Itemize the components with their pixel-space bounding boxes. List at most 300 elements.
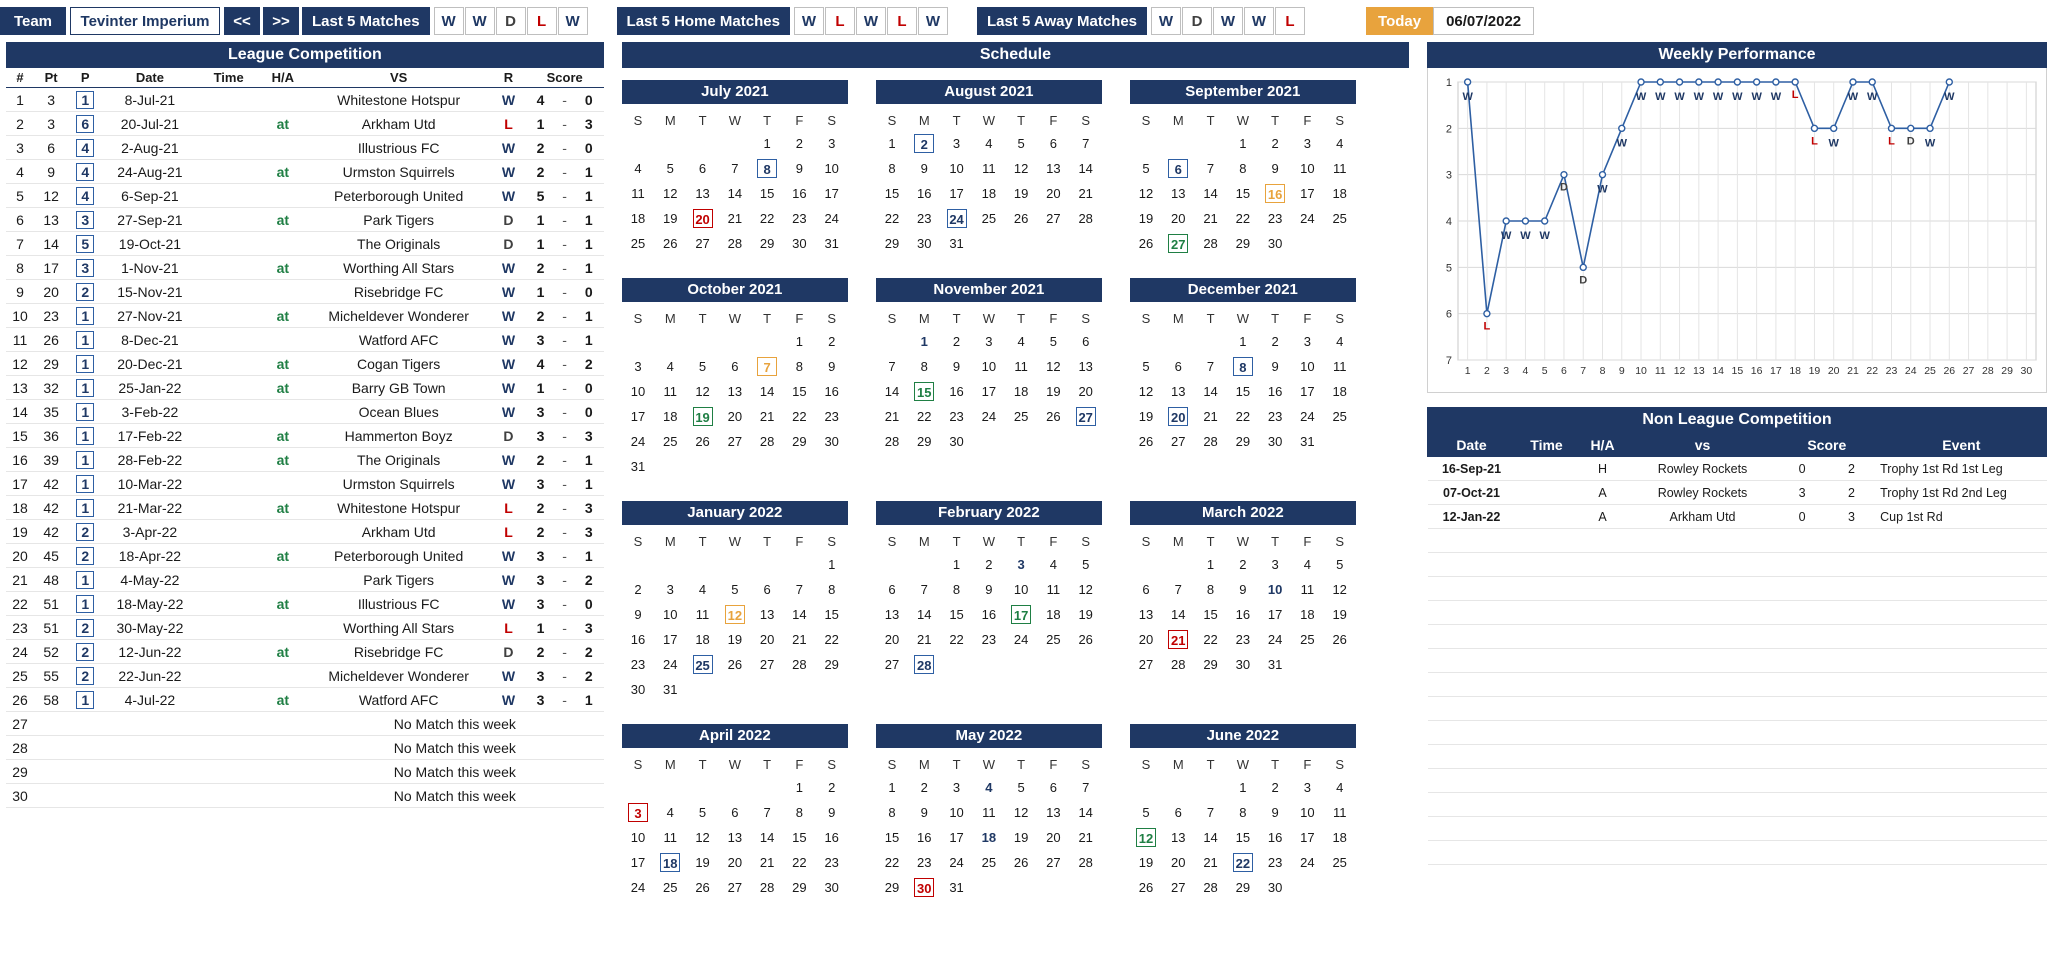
calendar-day-cell[interactable] (1291, 850, 1323, 875)
calendar-day-cell[interactable] (686, 627, 718, 652)
calendar-day-cell[interactable] (719, 231, 751, 256)
calendar-day-cell[interactable] (783, 231, 815, 256)
calendar-day-cell[interactable] (622, 231, 654, 256)
calendar-day-cell[interactable] (1227, 429, 1259, 454)
calendar-day-cell[interactable] (1005, 329, 1037, 354)
calendar-day-cell[interactable] (622, 206, 654, 231)
calendar-day-cell[interactable] (1005, 206, 1037, 231)
calendar-day-cell[interactable] (1324, 800, 1356, 825)
calendar-day-cell[interactable] (1194, 800, 1226, 825)
calendar-day-cell[interactable] (751, 577, 783, 602)
calendar-day-cell[interactable] (1130, 231, 1162, 256)
table-row-empty[interactable] (1428, 577, 2047, 601)
calendar-day-cell[interactable] (1037, 131, 1069, 156)
table-row[interactable] (6, 496, 604, 520)
calendar-day-cell[interactable] (1005, 131, 1037, 156)
calendar-day-cell[interactable] (1037, 850, 1069, 875)
table-row[interactable] (6, 736, 604, 760)
calendar-day-cell[interactable] (908, 156, 940, 181)
calendar-day-cell[interactable] (783, 825, 815, 850)
calendar-day-cell[interactable] (940, 825, 972, 850)
calendar-day-cell[interactable] (1070, 329, 1102, 354)
calendar-day-cell[interactable] (1291, 800, 1323, 825)
table-row[interactable] (6, 256, 604, 280)
calendar-day-cell[interactable] (816, 775, 848, 800)
calendar-day-cell[interactable] (1070, 577, 1102, 602)
calendar-day-cell[interactable] (1130, 800, 1162, 825)
calendar-day-cell[interactable] (1005, 627, 1037, 652)
calendar-day-cell[interactable] (1070, 825, 1102, 850)
calendar-day-cell[interactable] (783, 156, 815, 181)
calendar-day-cell[interactable] (816, 875, 848, 900)
calendar-day-cell[interactable] (908, 775, 940, 800)
calendar-day-cell[interactable] (1227, 775, 1259, 800)
calendar-day-cell[interactable] (908, 231, 940, 256)
calendar-day-cell[interactable] (1162, 850, 1194, 875)
calendar-day-cell[interactable] (1194, 231, 1226, 256)
calendar-day-cell[interactable] (908, 875, 940, 900)
calendar-day-cell[interactable] (719, 206, 751, 231)
calendar-day-cell[interactable] (1130, 156, 1162, 181)
calendar-day-cell[interactable] (1324, 131, 1356, 156)
calendar-day-cell[interactable] (686, 181, 718, 206)
calendar-day-cell[interactable] (816, 577, 848, 602)
calendar-day-cell[interactable] (1291, 379, 1323, 404)
calendar-day-cell[interactable] (816, 429, 848, 454)
calendar-day-cell[interactable] (1259, 775, 1291, 800)
calendar-day-cell[interactable] (686, 875, 718, 900)
calendar-day-cell[interactable] (1162, 156, 1194, 181)
calendar-day-cell[interactable] (1194, 875, 1226, 900)
calendar-day-cell[interactable] (1070, 181, 1102, 206)
calendar-day-cell[interactable] (719, 379, 751, 404)
calendar-day-cell[interactable] (1070, 404, 1102, 429)
calendar-day-cell[interactable] (1227, 652, 1259, 677)
calendar-day-cell[interactable] (1291, 131, 1323, 156)
calendar-day-cell[interactable] (1291, 552, 1323, 577)
calendar-day-cell[interactable] (783, 850, 815, 875)
calendar-day-cell[interactable] (1291, 354, 1323, 379)
calendar-day-cell[interactable] (1162, 627, 1194, 652)
calendar-day-cell[interactable] (686, 404, 718, 429)
calendar-day-cell[interactable] (622, 454, 654, 479)
calendar-day-cell[interactable] (751, 156, 783, 181)
calendar-day-cell[interactable] (783, 652, 815, 677)
table-row[interactable] (6, 640, 604, 664)
calendar-day-cell[interactable] (1227, 825, 1259, 850)
calendar-day-cell[interactable] (908, 577, 940, 602)
calendar-day-cell[interactable] (816, 156, 848, 181)
calendar-day-cell[interactable] (1037, 181, 1069, 206)
calendar-day-cell[interactable] (622, 850, 654, 875)
calendar-day-cell[interactable] (1070, 156, 1102, 181)
previous-team-button[interactable]: << (224, 7, 260, 35)
calendar-day-cell[interactable] (1259, 800, 1291, 825)
table-row-empty[interactable] (1428, 817, 2047, 841)
table-row-empty[interactable] (1428, 769, 2047, 793)
calendar-day-cell[interactable] (622, 354, 654, 379)
calendar-day-cell[interactable] (973, 354, 1005, 379)
calendar-day-cell[interactable] (1324, 379, 1356, 404)
table-row[interactable] (6, 352, 604, 376)
calendar-day-cell[interactable] (876, 379, 908, 404)
table-row[interactable] (6, 136, 604, 160)
calendar-day-cell[interactable] (1194, 850, 1226, 875)
calendar-day-cell[interactable] (751, 875, 783, 900)
calendar-day-cell[interactable] (1130, 652, 1162, 677)
table-row-empty[interactable] (1428, 673, 2047, 697)
calendar-day-cell[interactable] (654, 825, 686, 850)
calendar-day-cell[interactable] (816, 825, 848, 850)
table-row-empty[interactable] (1428, 841, 2047, 865)
calendar-day-cell[interactable] (1324, 206, 1356, 231)
calendar-day-cell[interactable] (1037, 379, 1069, 404)
calendar-day-cell[interactable] (686, 850, 718, 875)
calendar-day-cell[interactable] (908, 825, 940, 850)
calendar-day-cell[interactable] (1259, 552, 1291, 577)
calendar-day-cell[interactable] (1162, 231, 1194, 256)
calendar-day-cell[interactable] (1130, 379, 1162, 404)
calendar-day-cell[interactable] (751, 429, 783, 454)
calendar-day-cell[interactable] (1259, 181, 1291, 206)
calendar-day-cell[interactable] (1194, 429, 1226, 454)
calendar-day-cell[interactable] (1324, 552, 1356, 577)
calendar-day-cell[interactable] (1162, 825, 1194, 850)
calendar-day-cell[interactable] (816, 800, 848, 825)
calendar-day-cell[interactable] (1324, 329, 1356, 354)
calendar-day-cell[interactable] (686, 354, 718, 379)
table-row[interactable] (6, 184, 604, 208)
calendar-day-cell[interactable] (1194, 825, 1226, 850)
table-row[interactable] (6, 544, 604, 568)
table-row[interactable] (6, 568, 604, 592)
calendar-day-cell[interactable] (622, 156, 654, 181)
calendar-day-cell[interactable] (1291, 329, 1323, 354)
table-row-empty[interactable] (1428, 625, 2047, 649)
calendar-day-cell[interactable] (1005, 850, 1037, 875)
calendar-day-cell[interactable] (1194, 602, 1226, 627)
calendar-day-cell[interactable] (1291, 206, 1323, 231)
calendar-day-cell[interactable] (1037, 825, 1069, 850)
calendar-day-cell[interactable] (1070, 602, 1102, 627)
calendar-day-cell[interactable] (686, 231, 718, 256)
calendar-day-cell[interactable] (816, 602, 848, 627)
calendar-day-cell[interactable] (973, 627, 1005, 652)
calendar-day-cell[interactable] (908, 404, 940, 429)
calendar-day-cell[interactable] (973, 156, 1005, 181)
calendar-day-cell[interactable] (1227, 875, 1259, 900)
table-row[interactable] (6, 592, 604, 616)
calendar-day-cell[interactable] (876, 404, 908, 429)
calendar-day-cell[interactable] (940, 875, 972, 900)
table-row[interactable] (6, 760, 604, 784)
calendar-day-cell[interactable] (751, 404, 783, 429)
calendar-day-cell[interactable] (940, 379, 972, 404)
calendar-day-cell[interactable] (1227, 206, 1259, 231)
calendar-day-cell[interactable] (816, 354, 848, 379)
calendar-day-cell[interactable] (686, 800, 718, 825)
table-row-empty[interactable] (1428, 721, 2047, 745)
calendar-day-cell[interactable] (1130, 627, 1162, 652)
calendar-day-cell[interactable] (1291, 577, 1323, 602)
calendar-day-cell[interactable] (1005, 800, 1037, 825)
calendar-day-cell[interactable] (1291, 602, 1323, 627)
table-row[interactable] (6, 400, 604, 424)
calendar-day-cell[interactable] (1162, 875, 1194, 900)
calendar-day-cell[interactable] (1130, 404, 1162, 429)
calendar-day-cell[interactable] (1070, 800, 1102, 825)
team-selector[interactable]: Tevinter Imperium (70, 7, 220, 35)
calendar-day-cell[interactable] (686, 206, 718, 231)
calendar-day-cell[interactable] (1324, 354, 1356, 379)
calendar-day-cell[interactable] (1162, 652, 1194, 677)
calendar-day-cell[interactable] (1194, 577, 1226, 602)
calendar-day-cell[interactable] (1324, 775, 1356, 800)
calendar-day-cell[interactable] (751, 131, 783, 156)
calendar-day-cell[interactable] (654, 677, 686, 702)
calendar-day-cell[interactable] (751, 602, 783, 627)
calendar-day-cell[interactable] (783, 181, 815, 206)
table-row[interactable] (6, 376, 604, 400)
calendar-day-cell[interactable] (876, 627, 908, 652)
calendar-day-cell[interactable] (1130, 825, 1162, 850)
calendar-day-cell[interactable] (940, 181, 972, 206)
calendar-day-cell[interactable] (1005, 181, 1037, 206)
calendar-day-cell[interactable] (876, 429, 908, 454)
table-row[interactable] (6, 328, 604, 352)
calendar-day-cell[interactable] (1194, 404, 1226, 429)
calendar-day-cell[interactable] (816, 329, 848, 354)
calendar-day-cell[interactable] (876, 156, 908, 181)
calendar-day-cell[interactable] (719, 354, 751, 379)
calendar-day-cell[interactable] (622, 602, 654, 627)
calendar-day-cell[interactable] (654, 379, 686, 404)
calendar-day-cell[interactable] (816, 627, 848, 652)
calendar-day-cell[interactable] (908, 329, 940, 354)
calendar-day-cell[interactable] (686, 602, 718, 627)
calendar-day-cell[interactable] (1162, 602, 1194, 627)
calendar-day-cell[interactable] (908, 181, 940, 206)
calendar-day-cell[interactable] (751, 627, 783, 652)
calendar-day-cell[interactable] (1037, 354, 1069, 379)
calendar-day-cell[interactable] (908, 602, 940, 627)
calendar-day-cell[interactable] (719, 875, 751, 900)
calendar-day-cell[interactable] (719, 825, 751, 850)
calendar-day-cell[interactable] (1227, 627, 1259, 652)
calendar-day-cell[interactable] (1070, 206, 1102, 231)
calendar-day-cell[interactable] (1005, 775, 1037, 800)
calendar-day-cell[interactable] (719, 850, 751, 875)
calendar-day-cell[interactable] (940, 231, 972, 256)
calendar-day-cell[interactable] (1259, 231, 1291, 256)
calendar-day-cell[interactable] (1070, 379, 1102, 404)
calendar-day-cell[interactable] (908, 800, 940, 825)
calendar-day-cell[interactable] (654, 875, 686, 900)
calendar-day-cell[interactable] (1227, 602, 1259, 627)
calendar-day-cell[interactable] (876, 354, 908, 379)
calendar-day-cell[interactable] (1037, 627, 1069, 652)
calendar-day-cell[interactable] (783, 354, 815, 379)
table-row[interactable] (6, 88, 604, 112)
calendar-day-cell[interactable] (876, 775, 908, 800)
calendar-day-cell[interactable] (1227, 329, 1259, 354)
calendar-day-cell[interactable] (686, 825, 718, 850)
calendar-day-cell[interactable] (1194, 181, 1226, 206)
calendar-day-cell[interactable] (973, 825, 1005, 850)
calendar-day-cell[interactable] (1324, 825, 1356, 850)
calendar-day-cell[interactable] (1037, 602, 1069, 627)
calendar-day-cell[interactable] (908, 429, 940, 454)
calendar-day-cell[interactable] (783, 404, 815, 429)
calendar-day-cell[interactable] (1037, 404, 1069, 429)
calendar-day-cell[interactable] (1194, 354, 1226, 379)
calendar-day-cell[interactable] (783, 627, 815, 652)
calendar-day-cell[interactable] (1130, 875, 1162, 900)
table-row[interactable] (6, 208, 604, 232)
calendar-day-cell[interactable] (816, 404, 848, 429)
calendar-day-cell[interactable] (1259, 206, 1291, 231)
calendar-day-cell[interactable] (940, 850, 972, 875)
calendar-day-cell[interactable] (751, 231, 783, 256)
calendar-day-cell[interactable] (1162, 354, 1194, 379)
table-row[interactable] (6, 304, 604, 328)
calendar-day-cell[interactable] (1005, 379, 1037, 404)
calendar-day-cell[interactable] (654, 156, 686, 181)
calendar-day-cell[interactable] (1324, 627, 1356, 652)
table-row[interactable] (6, 688, 604, 712)
calendar-day-cell[interactable] (973, 404, 1005, 429)
calendar-day-cell[interactable] (783, 206, 815, 231)
calendar-day-cell[interactable] (719, 577, 751, 602)
calendar-day-cell[interactable] (940, 800, 972, 825)
calendar-day-cell[interactable] (1227, 850, 1259, 875)
calendar-day-cell[interactable] (654, 627, 686, 652)
calendar-day-cell[interactable] (1194, 652, 1226, 677)
calendar-day-cell[interactable] (1130, 181, 1162, 206)
calendar-day-cell[interactable] (783, 379, 815, 404)
calendar-day-cell[interactable] (783, 800, 815, 825)
calendar-day-cell[interactable] (719, 652, 751, 677)
calendar-day-cell[interactable] (1227, 131, 1259, 156)
calendar-day-cell[interactable] (940, 404, 972, 429)
calendar-day-cell[interactable] (973, 850, 1005, 875)
table-row[interactable] (6, 616, 604, 640)
calendar-day-cell[interactable] (719, 627, 751, 652)
calendar-day-cell[interactable] (876, 577, 908, 602)
calendar-day-cell[interactable] (622, 825, 654, 850)
calendar-day-cell[interactable] (654, 652, 686, 677)
calendar-day-cell[interactable] (1162, 206, 1194, 231)
calendar-day-cell[interactable] (1162, 800, 1194, 825)
calendar-day-cell[interactable] (1130, 577, 1162, 602)
calendar-day-cell[interactable] (622, 652, 654, 677)
calendar-day-cell[interactable] (1037, 329, 1069, 354)
calendar-day-cell[interactable] (654, 577, 686, 602)
calendar-day-cell[interactable] (783, 875, 815, 900)
calendar-day-cell[interactable] (1259, 850, 1291, 875)
calendar-day-cell[interactable] (783, 329, 815, 354)
table-row[interactable] (1428, 481, 2047, 505)
table-row[interactable] (6, 712, 604, 736)
calendar-day-cell[interactable] (654, 602, 686, 627)
calendar-day-cell[interactable] (654, 354, 686, 379)
calendar-day-cell[interactable] (816, 206, 848, 231)
calendar-day-cell[interactable] (876, 206, 908, 231)
calendar-day-cell[interactable] (1291, 156, 1323, 181)
calendar-day-cell[interactable] (816, 652, 848, 677)
calendar-day-cell[interactable] (908, 379, 940, 404)
calendar-day-cell[interactable] (1324, 850, 1356, 875)
calendar-day-cell[interactable] (1227, 231, 1259, 256)
calendar-day-cell[interactable] (719, 602, 751, 627)
calendar-day-cell[interactable] (751, 800, 783, 825)
calendar-day-cell[interactable] (940, 329, 972, 354)
calendar-day-cell[interactable] (1259, 404, 1291, 429)
calendar-day-cell[interactable] (751, 354, 783, 379)
calendar-day-cell[interactable] (751, 206, 783, 231)
calendar-day-cell[interactable] (1162, 404, 1194, 429)
calendar-day-cell[interactable] (940, 354, 972, 379)
calendar-day-cell[interactable] (1130, 354, 1162, 379)
calendar-day-cell[interactable] (1259, 379, 1291, 404)
calendar-day-cell[interactable] (654, 231, 686, 256)
calendar-day-cell[interactable] (622, 404, 654, 429)
calendar-day-cell[interactable] (1227, 404, 1259, 429)
calendar-day-cell[interactable] (1162, 577, 1194, 602)
calendar-day-cell[interactable] (1130, 850, 1162, 875)
calendar-day-cell[interactable] (1324, 156, 1356, 181)
calendar-day-cell[interactable] (940, 156, 972, 181)
calendar-day-cell[interactable] (940, 627, 972, 652)
calendar-day-cell[interactable] (973, 577, 1005, 602)
calendar-day-cell[interactable] (1291, 627, 1323, 652)
calendar-day-cell[interactable] (1259, 652, 1291, 677)
calendar-day-cell[interactable] (1162, 379, 1194, 404)
calendar-day-cell[interactable] (940, 552, 972, 577)
calendar-day-cell[interactable] (816, 181, 848, 206)
calendar-day-cell[interactable] (940, 429, 972, 454)
calendar-day-cell[interactable] (1259, 156, 1291, 181)
table-row[interactable] (6, 520, 604, 544)
table-row[interactable] (6, 472, 604, 496)
calendar-day-cell[interactable] (973, 181, 1005, 206)
calendar-day-cell[interactable] (1037, 156, 1069, 181)
calendar-day-cell[interactable] (876, 825, 908, 850)
table-row-empty[interactable] (1428, 745, 2047, 769)
calendar-day-cell[interactable] (816, 231, 848, 256)
calendar-day-cell[interactable] (1291, 181, 1323, 206)
calendar-day-cell[interactable] (751, 825, 783, 850)
calendar-day-cell[interactable] (654, 429, 686, 454)
calendar-day-cell[interactable] (1162, 181, 1194, 206)
calendar-day-cell[interactable] (783, 429, 815, 454)
calendar-day-cell[interactable] (1259, 329, 1291, 354)
calendar-day-cell[interactable] (1227, 577, 1259, 602)
calendar-day-cell[interactable] (719, 800, 751, 825)
calendar-day-cell[interactable] (1037, 800, 1069, 825)
calendar-day-cell[interactable] (908, 206, 940, 231)
calendar-day-cell[interactable] (1130, 602, 1162, 627)
calendar-day-cell[interactable] (1130, 429, 1162, 454)
calendar-day-cell[interactable] (1070, 627, 1102, 652)
next-team-button[interactable]: >> (263, 7, 299, 35)
calendar-day-cell[interactable] (973, 800, 1005, 825)
calendar-day-cell[interactable] (686, 379, 718, 404)
table-row[interactable] (1428, 457, 2047, 481)
table-row-empty[interactable] (1428, 649, 2047, 673)
calendar-day-cell[interactable] (622, 875, 654, 900)
calendar-day-cell[interactable] (783, 775, 815, 800)
